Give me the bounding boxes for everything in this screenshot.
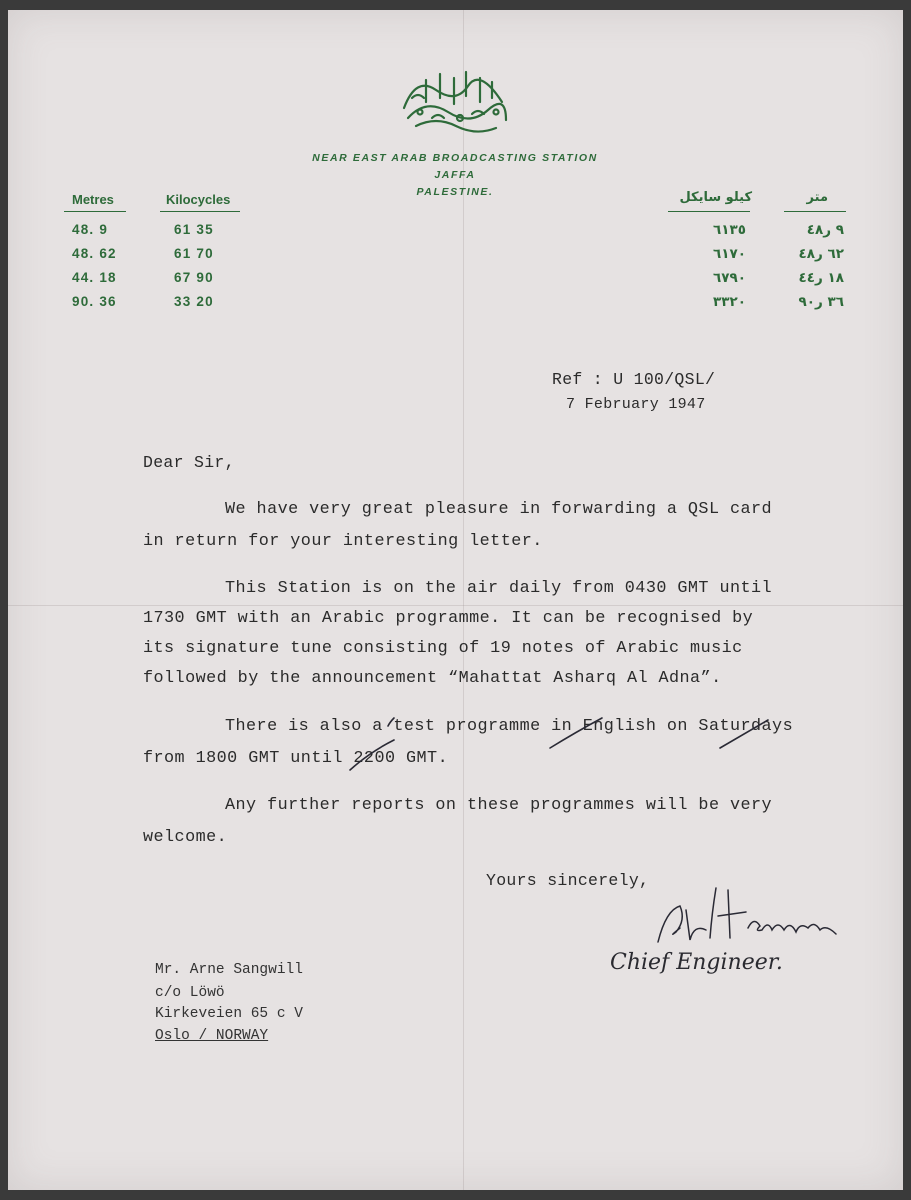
header-kilocycles-ar: كيلو سايكل bbox=[679, 190, 752, 205]
row-metres-ar: ٩ ر٤٨ bbox=[806, 222, 844, 238]
paragraph-line: followed by the announcement “Mahattat Asharq Al Adna”. bbox=[143, 669, 722, 688]
row-kilocycles-ar: ٣٣٢٠ bbox=[713, 294, 746, 310]
address-line: c/o Löwö bbox=[155, 985, 225, 1001]
fold-crease-horizontal bbox=[8, 605, 903, 606]
pen-strike-marks bbox=[340, 712, 860, 774]
row-kilocycles-ar: ٦٧٩٠ bbox=[713, 270, 746, 286]
row-kilocycles: 67 90 bbox=[174, 270, 214, 285]
row-kilocycles: 61 35 bbox=[174, 222, 214, 237]
row-kilocycles: 61 70 bbox=[174, 246, 214, 261]
row-metres-ar: ١٨ ر٤٤ bbox=[798, 270, 844, 286]
station-city: JAFFA bbox=[434, 169, 476, 181]
paragraph-line: its signature tune consisting of 19 notes of Arabic music bbox=[143, 639, 743, 658]
address-line: Oslo / NORWAY bbox=[155, 1028, 269, 1044]
header-underline bbox=[160, 211, 240, 212]
header-kilocycles: Kilocycles bbox=[166, 192, 231, 207]
header-underline bbox=[64, 211, 126, 212]
paragraph-line: 1730 GMT with an Arabic programme. It can be recognised by bbox=[143, 609, 754, 628]
row-kilocycles-ar: ٦١٧٠ bbox=[713, 246, 746, 262]
row-kilocycles: 33 20 bbox=[174, 294, 214, 309]
station-country: PALESTINE. bbox=[416, 186, 494, 198]
handwritten-signature bbox=[650, 880, 845, 950]
paragraph-line: from 1800 GMT until 2200 GMT. bbox=[143, 749, 449, 768]
header-metres: Metres bbox=[72, 192, 114, 207]
letter-date: 7 February 1947 bbox=[566, 396, 706, 413]
address-line: Mr. Arne Sangwill bbox=[155, 962, 303, 978]
paragraph-line: We have very great pleasure in forwarding a QSL card bbox=[225, 500, 773, 519]
paragraph-line: This Station is on the air daily from 0430 GMT until bbox=[225, 579, 773, 598]
row-metres-ar: ٦٢ ر٤٨ bbox=[798, 246, 844, 262]
paragraph-line: welcome. bbox=[143, 828, 228, 847]
closing: Yours sincerely, bbox=[486, 871, 650, 890]
row-metres: 48. 62 bbox=[72, 246, 117, 261]
header-underline bbox=[668, 211, 750, 212]
paragraph-line: Any further reports on these programmes will be very bbox=[225, 796, 773, 815]
row-metres: 90. 36 bbox=[72, 294, 117, 309]
row-metres-ar: ٣٦ ر٩٠ bbox=[798, 294, 844, 310]
station-name: NEAR EAST ARAB BROADCASTING STATION bbox=[312, 152, 598, 164]
header-underline bbox=[784, 211, 846, 212]
address-line: Kirkeveien 65 c V bbox=[155, 1006, 303, 1022]
reference-number: Ref : U 100/QSL/ bbox=[552, 370, 716, 389]
signature-title: Chief Engineer. bbox=[610, 950, 783, 975]
row-kilocycles-ar: ٦١٣٥ bbox=[713, 222, 746, 238]
salutation: Dear Sir, bbox=[143, 453, 235, 472]
header-metres-ar: متر bbox=[806, 190, 828, 205]
calligraphy-crest-logo bbox=[396, 68, 512, 134]
row-metres: 48. 9 bbox=[72, 222, 109, 237]
row-metres: 44. 18 bbox=[72, 270, 117, 285]
paragraph-line: in return for your interesting letter. bbox=[143, 532, 543, 551]
paragraph-line: There is also a test programme in English on Saturdays bbox=[225, 717, 794, 736]
